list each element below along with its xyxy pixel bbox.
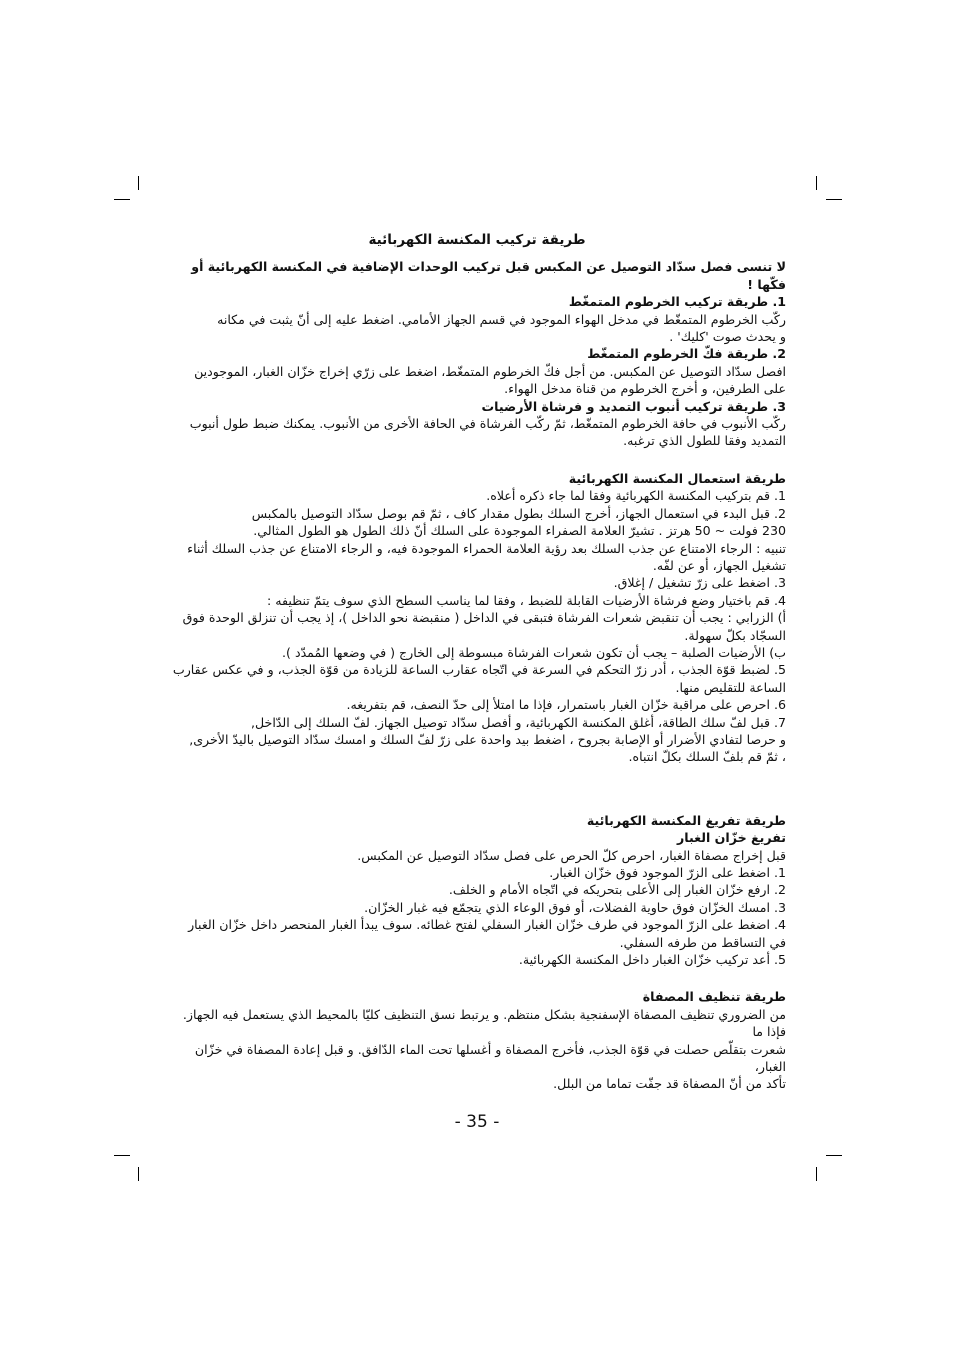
usage-line: 4. قم باختيار وضع فرشاة الأرضيات القابلة للضبط ، وفقا لما يناسب السطح الذي سوف يتمّ تنظيفه : — [267, 592, 786, 608]
crop-mark-top-right-vertical — [816, 176, 817, 190]
assembly-step-3-line: التمديد وفقا للطول الذي ترغبه. — [623, 433, 786, 449]
emptying-line: 4. اضغط على الزرّ الموجود في طرف خزّان الغبار السفلي لفتح غطائه. سوف يبدأ الغبار المنحصر داخل خزّان الغبار — [188, 917, 786, 933]
usage-line: 2. قبل البدء في استعمال الجهاز، أخرج السلك بطول مقدار كاف ، ثمّ قم بوصل سدّاد التوصيل بالمكبس — [251, 505, 786, 521]
crop-mark-bottom-left-vertical — [138, 1167, 139, 1181]
filter-line: من الضروري تنظيف المصفاة الإسفنجية بشكل منتظم. و يرتبط نسق التنظيف كليّا بالمحيط الذي يستعمل فيه الجهاز. فإذا ما — [182, 1006, 786, 1040]
usage-line: ب) الأرضيات الصلبة – يجب أن تكون شعرات الفرشاة مبسوطة إلى الخارج ( في وضعها المُمدّد ). — [282, 644, 786, 660]
usage-line: 6. احرص على مراقبة خزّان الغبار باستمرار، فإذا ما امتلأ إلى حدّ النصف، قم بتفريغه. — [346, 697, 786, 713]
warning-note: لا تنسى فصل سدّاد التوصيل عن المكبس قبل تركيب الوحدات الإضافية في المكنسة الكهربائية أو فكّها ! — [191, 259, 786, 292]
emptying-subheading: تفريغ خزّان الغبار — [677, 830, 786, 846]
emptying-line: 5. أعد تركيب خزّان الغبار داخل المكنسة الكهربائية. — [518, 952, 786, 968]
emptying-line: 2. ارفع خزّان الغبار إلى الأعلى بتحريكه في اتّجاه الأمام و الخلف. — [448, 882, 786, 898]
usage-line: 3. اضغط على زرّ تشغيل / إغلاق. — [613, 575, 786, 591]
usage-line: تنبيه : الرجاء الامتناع عن جذب السلك بعد رؤية العلامة الحمراء الموجودة فيه، و الرجاء الامتناع عن جذب السلك أثناء — [187, 540, 786, 556]
usage-line: ، ثمّ قم بلفّ السلك بكلّ انتباه. — [628, 749, 786, 765]
usage-line: و حرصا لتفادي الأضرار أو الإصابة بجروح ، اضغط بيد واحدة على زرّ لفّ السلك و امسك سدّاد التوصيل باليدّ الأخرى, — [189, 731, 786, 747]
filter-line: تأكد من أنّ المصفاة قد جفّت تماما من البلل. — [553, 1076, 786, 1092]
usage-heading: طريقة استعمال المكنسة الكهربائية — [568, 470, 786, 486]
usage-line: 5. لضبط قوّة الجذب ، أدر زرّ التحكم في السرعة في اتّجاه عقارب الساعة للزيادة من قوّة الجذب، و في عكس عقارب — [172, 662, 786, 678]
emptying-line: قبل إخراج مصفاة الغبار، احرص كلّ الحرص على فصل سدّاد التوصيل عن المكبس. — [357, 847, 786, 863]
assembly-step-1-heading: 1. طريقة تركيب الخرطوم المتمغّط — [568, 294, 786, 310]
usage-line: تشغيل الجهاز، أو عن لفّه. — [652, 557, 786, 573]
crop-mark-bottom-left-horizontal — [114, 1155, 130, 1156]
crop-mark-top-left-horizontal — [114, 199, 130, 200]
crop-mark-top-left-vertical — [138, 176, 139, 190]
assembly-step-1-line: ركّب الخرطوم المتمغّط في مدخل الهواء الموجود في قسم الجهاز الأمامي. اضغط عليه إلى أنّ يثبت في مكانه — [217, 311, 786, 327]
crop-mark-top-right-horizontal — [826, 199, 842, 200]
assembly-step-3-line: ركّب الأنبوب في حافة الخرطوم المتمغّط، ثمّ ركّب الفرشاة في الحافة الأخرى من الأنبوب. يمكنك ضبط طول أنبوب — [189, 416, 786, 432]
filter-heading: طريقة تنظيف المصفاة — [642, 989, 786, 1005]
manual-page-content — [168, 232, 786, 1093]
crop-mark-bottom-right-horizontal — [826, 1155, 842, 1156]
usage-line: أ) الزرابي : يجب أن تنقبض شعرات الفرشاة فتبقى في الداخل ( منقبضة نحو الداخل )، إذ يجب أن تنزلق الوحدة فوق — [182, 610, 786, 626]
usage-line: 7. قبل لفّ سلك الطاقة، أغلق المكنسة الكهربائية، و أفصل سدّاد توصيل الجهاز. لفّ السلك إلى الدّاخل, — [251, 714, 786, 730]
emptying-line: 1. اضغط على الزرّ الموجود فوق خزّان الغبار. — [549, 865, 786, 880]
assembly-step-2-line: على الطرفين، و أخرج الخرطوم من قناة مدخل الهواء. — [504, 381, 786, 397]
filter-line: شعرت بتقلّص حصلت في قوّة الجذب، فأخرج المصفاة و أغسلها تحت الماء الدّافق. و قبل إعادة المصفاة في خزّان الغبار، — [194, 1041, 786, 1075]
emptying-heading: طريقة تفريغ المكنسة الكهربائية — [586, 812, 786, 828]
assembly-step-2-heading: 2. طريقة فكّ الخرطوم المتمغّط — [587, 346, 786, 362]
usage-line: 230 فولت ~ 50 هرتز . تشيرّ العلامة الصفراء الموجودة على السلك أنّ ذلك الطول هو الطول المثالي. — [253, 523, 786, 539]
usage-line: الساعة للتقليص منها. — [675, 679, 786, 695]
emptying-line: في التساقط من طرفه السفلي. — [619, 934, 786, 950]
crop-mark-bottom-right-vertical — [816, 1167, 817, 1181]
assembly-step-1-line: و يحدث صوت 'كليك' . — [669, 329, 786, 345]
page-number: - 35 - — [454, 1112, 500, 1132]
page-title: طريقة تركيب المكنسة الكهربائية — [368, 232, 586, 248]
emptying-line: 3. امسك الخزّان فوق حاوية الفضلات، أو فوق الوعاء الذي يتجمّع فيه غبار الخزّان. — [364, 899, 786, 915]
usage-line: السجّاد بكلّ سهولة. — [684, 627, 786, 643]
assembly-step-3-heading: 3. طريقة تركيب أنبوب التمديد و فرشاة الأرضيات — [481, 398, 786, 414]
assembly-step-2-line: افصل سدّاد التوصيل عن المكبس. من أجل فكّ الخرطوم المتمغّط، اضغط على زرّي إخراج خزّان الغبار، الموجودين — [194, 363, 786, 379]
usage-line: 1. قم بتركيب المكنسة الكهربائية وفقا لما جاء ذكره أعلاه. — [486, 488, 786, 504]
